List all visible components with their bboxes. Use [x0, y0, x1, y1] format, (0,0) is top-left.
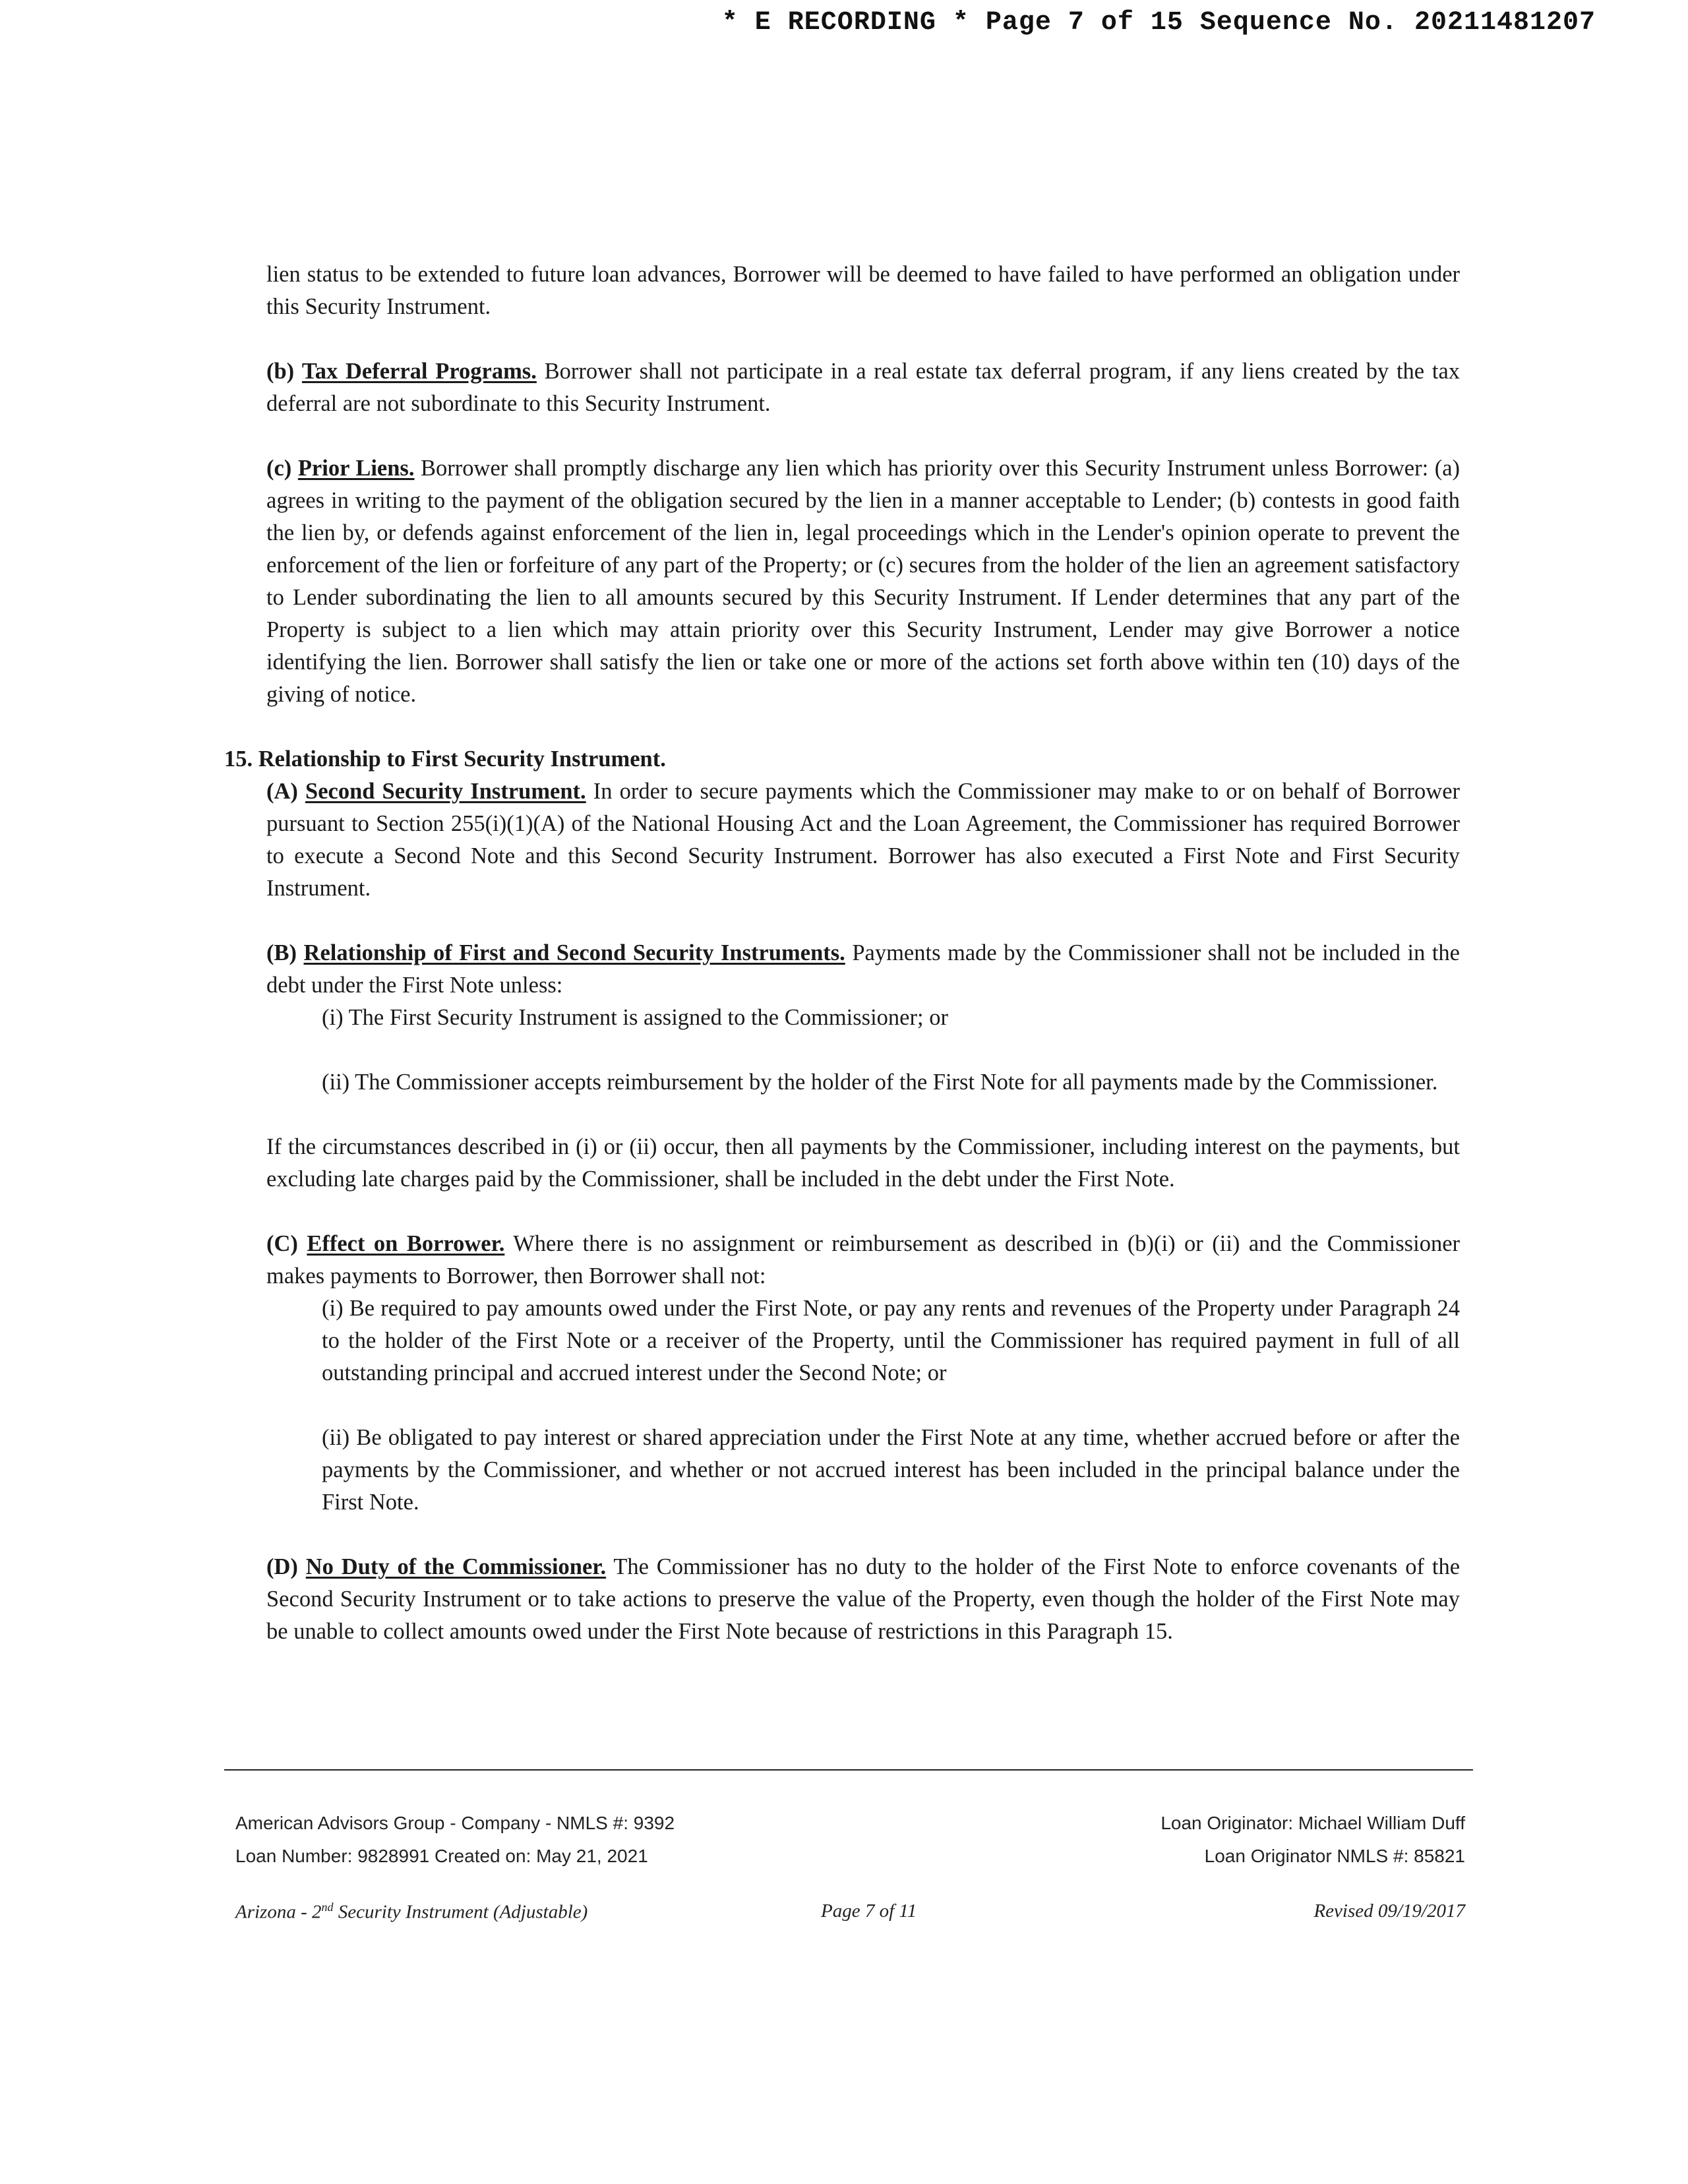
paragraph-b-title: Tax Deferral Programs. [301, 359, 537, 384]
paragraph-D-label: (D) [266, 1554, 298, 1579]
paragraph-C [266, 1228, 1460, 1292]
paragraph-A [266, 775, 1460, 905]
paragraph-A-text: In order to secure payments which the Commissioner may make to or on behalf of Borrower pursuant to Section 255(i)(1)(A) of the National Housing Act and the Loan Agreement, the Commissioner has required Borrower to execute a Second Note and this Second Security Instrument. Borrower has also executed a First Note and First Security Instrument. [266, 779, 1461, 901]
paragraph-B-title: Relationship of First and Second Security Instruments. [303, 940, 845, 965]
paragraph-B-label: (B) [266, 940, 297, 965]
footer-originator: Loan Originator: Michael William Duff [1160, 1813, 1465, 1833]
document-body [224, 258, 1461, 1648]
paragraph-B-text: Payments made by the Commissioner shall not be included in the debt under the First Note unless: [266, 940, 1460, 998]
footer-originator-nmls: Loan Originator NMLS #: 85821 [1204, 1846, 1465, 1866]
footer-right [1160, 1807, 1465, 1873]
paragraph-C-item-i: (i) Be required to pay amounts owed under the First Note, or pay any rents and revenues of the Property under Paragraph 24 to the holder of the First Note or a receiver of the Property, until the Commissioner has required payment in full of all outstanding principal and accrued interest under the Second Note; or [322, 1296, 1460, 1385]
paragraph-B [266, 937, 1460, 1002]
recording-header: * E RECORDING * Page 7 of 15 Sequence No. 20211481207 [721, 8, 1596, 38]
paragraph-c-title: Prior Liens. [297, 456, 415, 481]
paragraph-c [266, 452, 1460, 711]
paragraph-B-item-ii: (ii) The Commissioner accepts reimbursement by the holder of the First Note for all payments made by the Commissioner. [322, 1070, 1438, 1095]
footer-form-name [235, 1900, 588, 1924]
paragraph-b [266, 355, 1460, 420]
paragraph-D-title: No Duty of the Commissioner. [305, 1554, 607, 1579]
paragraph-C-item-ii: (ii) Be obligated to pay interest or shared appreciation under the First Note at any time, whether accrued before or after the payments by the Commissioner, and whether or not accrued interest has been included in the principal balance under the First Note. [322, 1425, 1460, 1515]
paragraph-A-title: Second Security Instrument. [305, 779, 586, 804]
footer-divider [224, 1769, 1473, 1771]
paragraph-B-item-i: (i) The First Security Instrument is assigned to the Commissioner; or [322, 1005, 948, 1030]
paragraph-C-text: Where there is no assignment or reimbursement as described in (b)(i) or (ii) and the Commissioner makes payments to Borrower, then Borrower shall not: [266, 1231, 1460, 1289]
form-sup: nd [321, 1900, 334, 1914]
paragraph-D-text: The Commissioner has no duty to the holder of the First Note to enforce covenants of the Second Security Instrument or to take actions to preserve the value of the Property, even though the holder of the First Note may be unable to collect amounts owed under the First Note because of restrictions in this Paragraph 15. [266, 1554, 1461, 1644]
paragraph-D [266, 1551, 1460, 1648]
paragraph-continuation: lien status to be extended to future loan advances, Borrower will be deemed to have failed to have performed an obligation under this Security Instrument. [266, 262, 1460, 319]
form-prefix: Arizona - 2 [235, 1901, 322, 1923]
footer-left [235, 1807, 675, 1873]
paragraph-C-label: (C) [266, 1231, 298, 1256]
paragraph-b-label: (b) [266, 359, 295, 384]
paragraph-c-label: (c) [266, 456, 292, 481]
paragraph-C-title: Effect on Borrower. [307, 1231, 505, 1256]
paragraph-c-text: Borrower shall promptly discharge any lien which has priority over this Security Instrument unless Borrower: (a) agrees in writing to the payment of the obligation secured by the lien in a manner acceptable to Lender; (b) contests in good faith the lien by, or defends against enforcement of the lien in, legal proceedings which in the Lender's opinion operate to prevent the enforcement of the lien or forfeiture of any part of the Property; or (c) secures from the holder of the lien an agreement satisfactory to Lender subordinating the lien to all amounts secured by this Security Instrument. If Lender determines that any part of the Property is subject to a lien which may attain priority over this Security Instrument, Lender may give Borrower a notice identifying the lien. Borrower shall satisfy the lien or take one or more of the actions set forth above within ten (10) days of the giving of notice. [266, 456, 1461, 707]
form-suffix: Security Instrument (Adjustable) [333, 1901, 588, 1923]
paragraph-b-text: Borrower shall not participate in a real estate tax deferral program, if any liens created by the tax deferral are not subordinate to this Security Instrument. [266, 359, 1461, 416]
footer-company: American Advisors Group - Company - NMLS #: 9392 [235, 1813, 675, 1833]
section-15-heading: 15. Relationship to First Security Instrument. [224, 746, 666, 772]
footer-page-number: Page 7 of 11 [821, 1900, 917, 1922]
footer-loan-number: Loan Number: 9828991 Created on: May 21, 2021 [235, 1846, 648, 1866]
paragraph-B-after: If the circumstances described in (i) or (ii) occur, then all payments by the Commissioner, including interest on the payments, but excluding late charges paid by the Commissioner, shall be included in the debt under the First Note. [266, 1134, 1460, 1192]
paragraph-A-label: (A) [266, 779, 298, 804]
footer-revised: Revised 09/19/2017 [1313, 1900, 1465, 1922]
